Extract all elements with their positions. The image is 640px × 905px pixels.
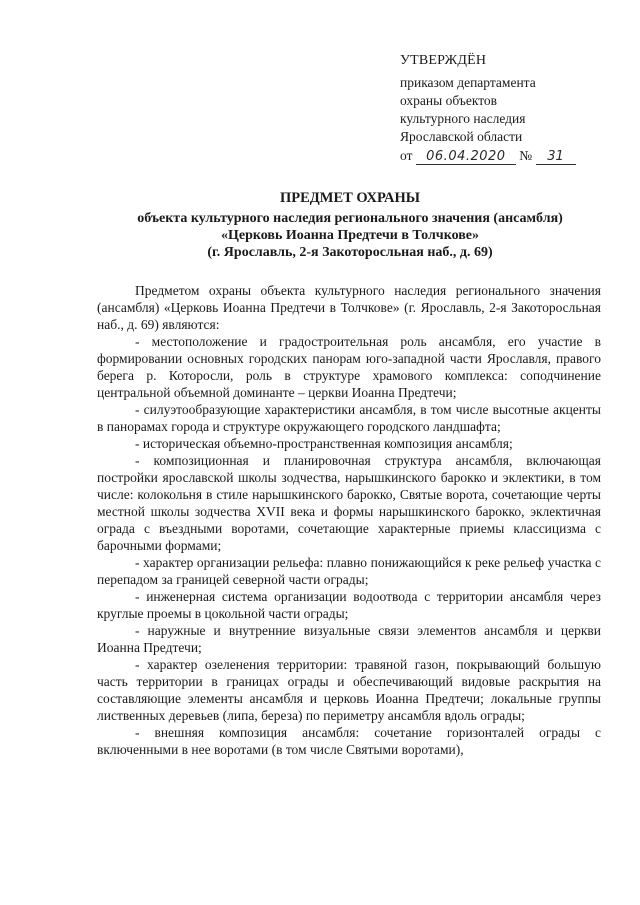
title-line: объекта культурного наследия регионального значения (ансамбля) — [137, 211, 563, 226]
list-item: - местоположение и градостроительная роль ансамбля, его участие в формировании основных городских панорам юго-западной части Ярославля, правого берега р. Которосли, роль в структуре храмового комплекса: соподчинение центральной объемной доминанте – церкви Иоанна Предтечи; — [97, 334, 601, 400]
approval-block — [400, 52, 610, 165]
approval-heading: УТВЕРЖДЁН — [400, 53, 487, 68]
intro-paragraph: Предметом охраны объекта культурного наследия регионального значения (ансамбля) «Церковь Иоанна Предтечи в Толчкове» (г. Ярославль, 2-я Закоторосльная наб., д. 69) являются: — [97, 283, 601, 332]
list-item: - силуэтообразующие характеристики ансамбля, в том числе высотные акценты в панорамах города и структуре окружающего городского ландшафта; — [97, 402, 601, 434]
approval-line: Ярославской области — [400, 129, 523, 144]
number-prefix: № — [519, 148, 533, 163]
document-title — [80, 190, 620, 261]
date-prefix: от — [400, 148, 413, 163]
list-item: - характер озеленения территории: травяной газон, покрывающий большую часть территории в границах ограды и обеспечивающий видовые раскрытия на составляющие элементы ансамбля и церковь Иоанна Предтечи; локальные группы лиственных деревьев (липа, береза) по периметру ансамбля вдоль ограды; — [97, 657, 601, 723]
handwritten-number: 31 — [536, 149, 576, 165]
approval-line: охраны объектов — [400, 93, 498, 108]
approval-line: культурного наследия — [400, 111, 526, 126]
list-item: - историческая объемно-пространственная композиция ансамбля; — [135, 436, 513, 451]
approval-line: приказом департамента — [400, 75, 536, 90]
list-item: - внешняя композиция ансамбля: сочетание горизонталей ограды с включенными в нее воротами (в том числе Святыми воротами), — [97, 725, 601, 757]
list-item: - композиционная и планировочная структура ансамбля, включающая постройки ярославской школы зодчества, нарышкинского барокко и эклектики, в том числе: колокольня в стиле нарышкинского барокко, Святые ворота, сочетающие черты местной школы зодчества XVII века и формы нарышкинского барокко, эклектичная ограда с въездными воротами, сочетающие характерные приемы классицизма с барочными формами; — [97, 453, 601, 553]
list-item: - наружные и внутренние визуальные связи элементов ансамбля и церкви Иоанна Предтечи; — [97, 623, 601, 655]
list-item: - характер организации рельефа: плавно понижающийся к реке рельеф участка с перепадом за границей северной части ограды; — [97, 555, 601, 587]
list-item: - инженерная система организации водоотвода с территории ансамбля через круглые проемы в цокольной части ограды; — [97, 589, 601, 621]
approval-date-number — [400, 147, 610, 165]
title-line: ПРЕДМЕТ ОХРАНЫ — [279, 190, 421, 206]
handwritten-date: 06.04.2020 — [416, 149, 516, 165]
title-line: «Церковь Иоанна Предтечи в Толчкове» — [220, 228, 480, 243]
title-line: (г. Ярославль, 2-я Закоторосльная наб., д. 69) — [207, 245, 493, 260]
document-body — [97, 282, 601, 758]
